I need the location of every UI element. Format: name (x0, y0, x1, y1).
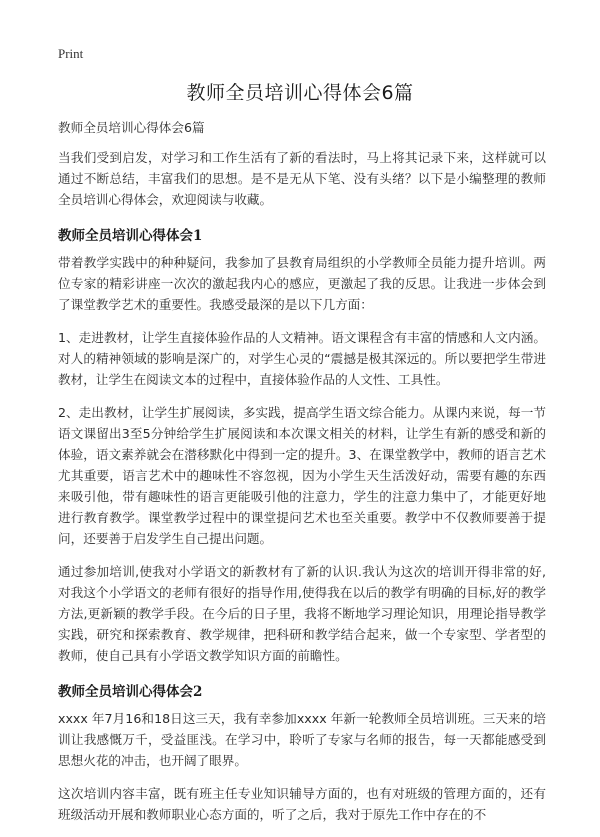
intro-paragraph: 当我们受到启发，对学习和工作生活有了新的看法时，马上将其记录下来，这样就可以通过不断总结，丰富我们的思想。是不是无从下笔、没有头绪？以下是小编整理的教师全员培训心得体会，欢迎阅读与收藏。 (58, 150, 546, 207)
section1-paragraph: 1、走进教材，让学生直接体验作品的人文精神。语文课程含有丰富的情感和人文内涵。对人的精神领域的影响是深广的，对学生心灵的“震撼是极其深远的。所以要把学生带进教材，让学生在阅读文本的过程中，直接体验作品的人文性、工具性。 (58, 330, 546, 387)
article-body (58, 117, 546, 837)
section1-paragraph: 2、走出教材，让学生扩展阅读，多实践，提高学生语文综合能力。从课内来说，每一节语文课留出3至5分钟给学生扩展阅读和本次课文相关的材料，让学生有新的感受和新的体验，语文素养就会在潜移默化中得到一定的提升。3、在课堂教学中，教师的语言艺术尤其重要，语言艺术中的趣味性不容忽视，因为小学生天生活泼好动，需要有趣的东西来吸引他，带有趣味性的语言更能吸引他的注意力，学生的注意力集中了，才能更好地进行教育教学。课堂教学过程中的课堂提问艺术也至关重要。教学中不仅教师要善于提问，还要善于启发学生自己提出问题。 (58, 405, 546, 546)
section1-paragraph: 通过参加培训,使我对小学语文的新教材有了新的认识.我认为这次的培训开得非常的好,对我这个小学语文的老师有很好的指导作用,使得我在以后的教学有明确的目标,好的教学方法,更新颖的教学手段。在今后的日子里，我将不断地学习理论知识，用理论指导教学实践，研究和探索教育、教学规律，把科研和教学结合起来，做一个专家型、学者型的教师，使自己具有小学语文教学知识方面的前瞻性。 (58, 564, 546, 663)
page-title: 教师全员培训心得体会6篇 (186, 82, 414, 104)
section-heading-2: 教师全员培训心得体会2 (58, 684, 203, 700)
article-subtitle: 教师全员培训心得体会6篇 (58, 120, 205, 135)
section1-paragraph: 带着教学实践中的种种疑问，我参加了县教育局组织的小学教师全员能力提升培训。两位专家的精彩讲座一次次的激起我内心的感应，更激起了我的反思。让我进一步体会到了课堂教学艺术的重要性。我感受最深的是以下几方面： (58, 255, 546, 312)
print-link[interactable]: Print (58, 46, 84, 61)
section2-paragraph: 这次培训内容丰富，既有班主任专业知识辅导方面的，也有对班级的管理方面的，还有班级活动开展和教师职业心态方面的，听了之后，我对于原先工作中存在的不 (58, 786, 546, 822)
section2-paragraph: xxxx 年7月16和18日这三天，我有幸参加xxxx 年新一轮教师全员培训班。三天来的培训让我感慨万千，受益匪浅。在学习中，聆听了专家与名师的报告，每一天都能感受到思想火花的冲击，也开阔了眼界。 (58, 711, 546, 768)
section-heading-1: 教师全员培训心得体会1 (58, 228, 203, 244)
